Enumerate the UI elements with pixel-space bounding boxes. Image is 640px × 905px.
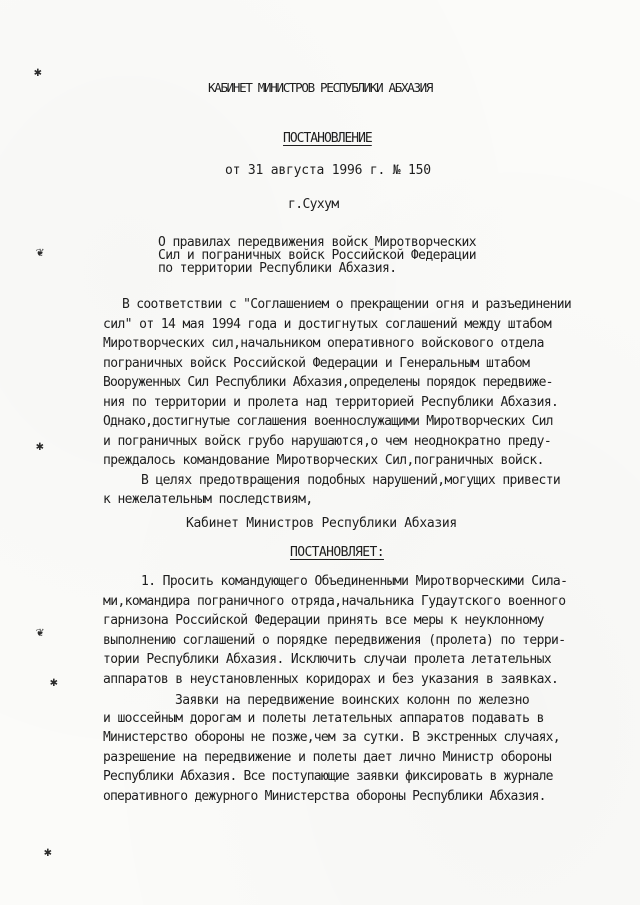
document-city: г.Сухум	[288, 197, 339, 212]
clause-line: аппаратов в неустановленных коридорах и без указания в заявках.	[103, 672, 559, 687]
clause-line: 1. Просить командующего Объединенными Миротворческими Сила-	[141, 574, 568, 589]
clause-line: ми,командира пограничного отряда,начальника Гудаутского военного	[103, 594, 566, 609]
preamble-line: пограничных войск Российской Федерации и Генеральным штабом	[103, 356, 530, 371]
subject-line: Сил и пограничных войск Российской Федерации	[158, 248, 476, 263]
document-date-number: от 31 августа 1996 г. № 150	[225, 163, 431, 178]
binding-hole-mark: ✱	[36, 439, 44, 454]
clause-line: Заявки на передвижение воинских колонн по железно	[175, 693, 530, 708]
clause-line: оперативного дежурного Министерства обороны Республики Абхазия.	[103, 789, 546, 804]
preamble-line: Вооруженных Сил Республики Абхазия,определены порядок передвиже-	[103, 375, 553, 390]
preamble-line: сил" от 14 мая 1994 года и достигнутых соглашений между штабом	[103, 317, 552, 332]
clause-line: Республики Абхазия. Все поступающие заявки фиксировать в журнале	[103, 769, 553, 784]
clause-line: и шоссейным дорогам и полеты летательных аппаратов подавать в	[103, 711, 544, 726]
clause-line: тории Республики Абхазия. Исключить случаи пролета летательных	[103, 652, 552, 667]
clause-line: Министерство обороны не позже,чем за сутки. В экстренных случаях,	[103, 730, 560, 745]
preamble-line: В соответствии с "Соглашением о прекращении огня и разъединении	[122, 297, 571, 312]
binding-hole-mark: ✱	[50, 675, 58, 690]
subject-line: по территории Республики Абхазия.	[158, 261, 397, 276]
preamble-line: и пограничных войск грубо нарушаются,о чем неоднократно преду-	[103, 434, 552, 449]
document-type: ПОСТАНОВЛЕНИЕ	[283, 131, 372, 146]
preamble-line: Однако,достигнутые соглашения военнослужащими Миротворческих Сил	[103, 414, 553, 429]
clause-line: выполнению соглашений о порядке передвижения (пролета) по терри-	[103, 633, 566, 648]
enacting-verb: ПОСТАНОВЛЯЕТ:	[290, 545, 384, 560]
enacting-body: Кабинет Министров Республики Абхазия	[186, 516, 457, 531]
binding-hole-mark: ✱	[44, 845, 52, 860]
clause-line: гарнизона Российской Федерации принять все меры к неуклонному	[103, 613, 544, 628]
preamble-line: к нежелательным последствиям,	[103, 492, 313, 507]
binding-hole-mark: ✱	[34, 65, 42, 80]
preamble-line: Миротворческих сил,начальником оперативного войскового отдела	[103, 336, 544, 351]
clause-line: разрешение на передвижение и полеты дает лично Министр обороны	[103, 750, 552, 765]
binding-hole-mark: ❦	[36, 245, 44, 260]
preamble-line: ния по территории и пролета над территорией Республики Абхазия.	[103, 395, 559, 410]
subject-line: О правилах передвижения войск Миротворческих	[158, 235, 476, 250]
binding-hole-mark: ❦	[36, 625, 44, 640]
preamble-line: преждалось командование Миротворческих Сил,пограничных войск.	[103, 453, 544, 468]
cabinet-title: КАБИНЕТ МИНИСТРОВ РЕСПУБЛИКИ АБХАЗИЯ	[208, 80, 433, 95]
preamble-line: В целях предотвращения подобных нарушений,могущих привести	[141, 473, 561, 488]
